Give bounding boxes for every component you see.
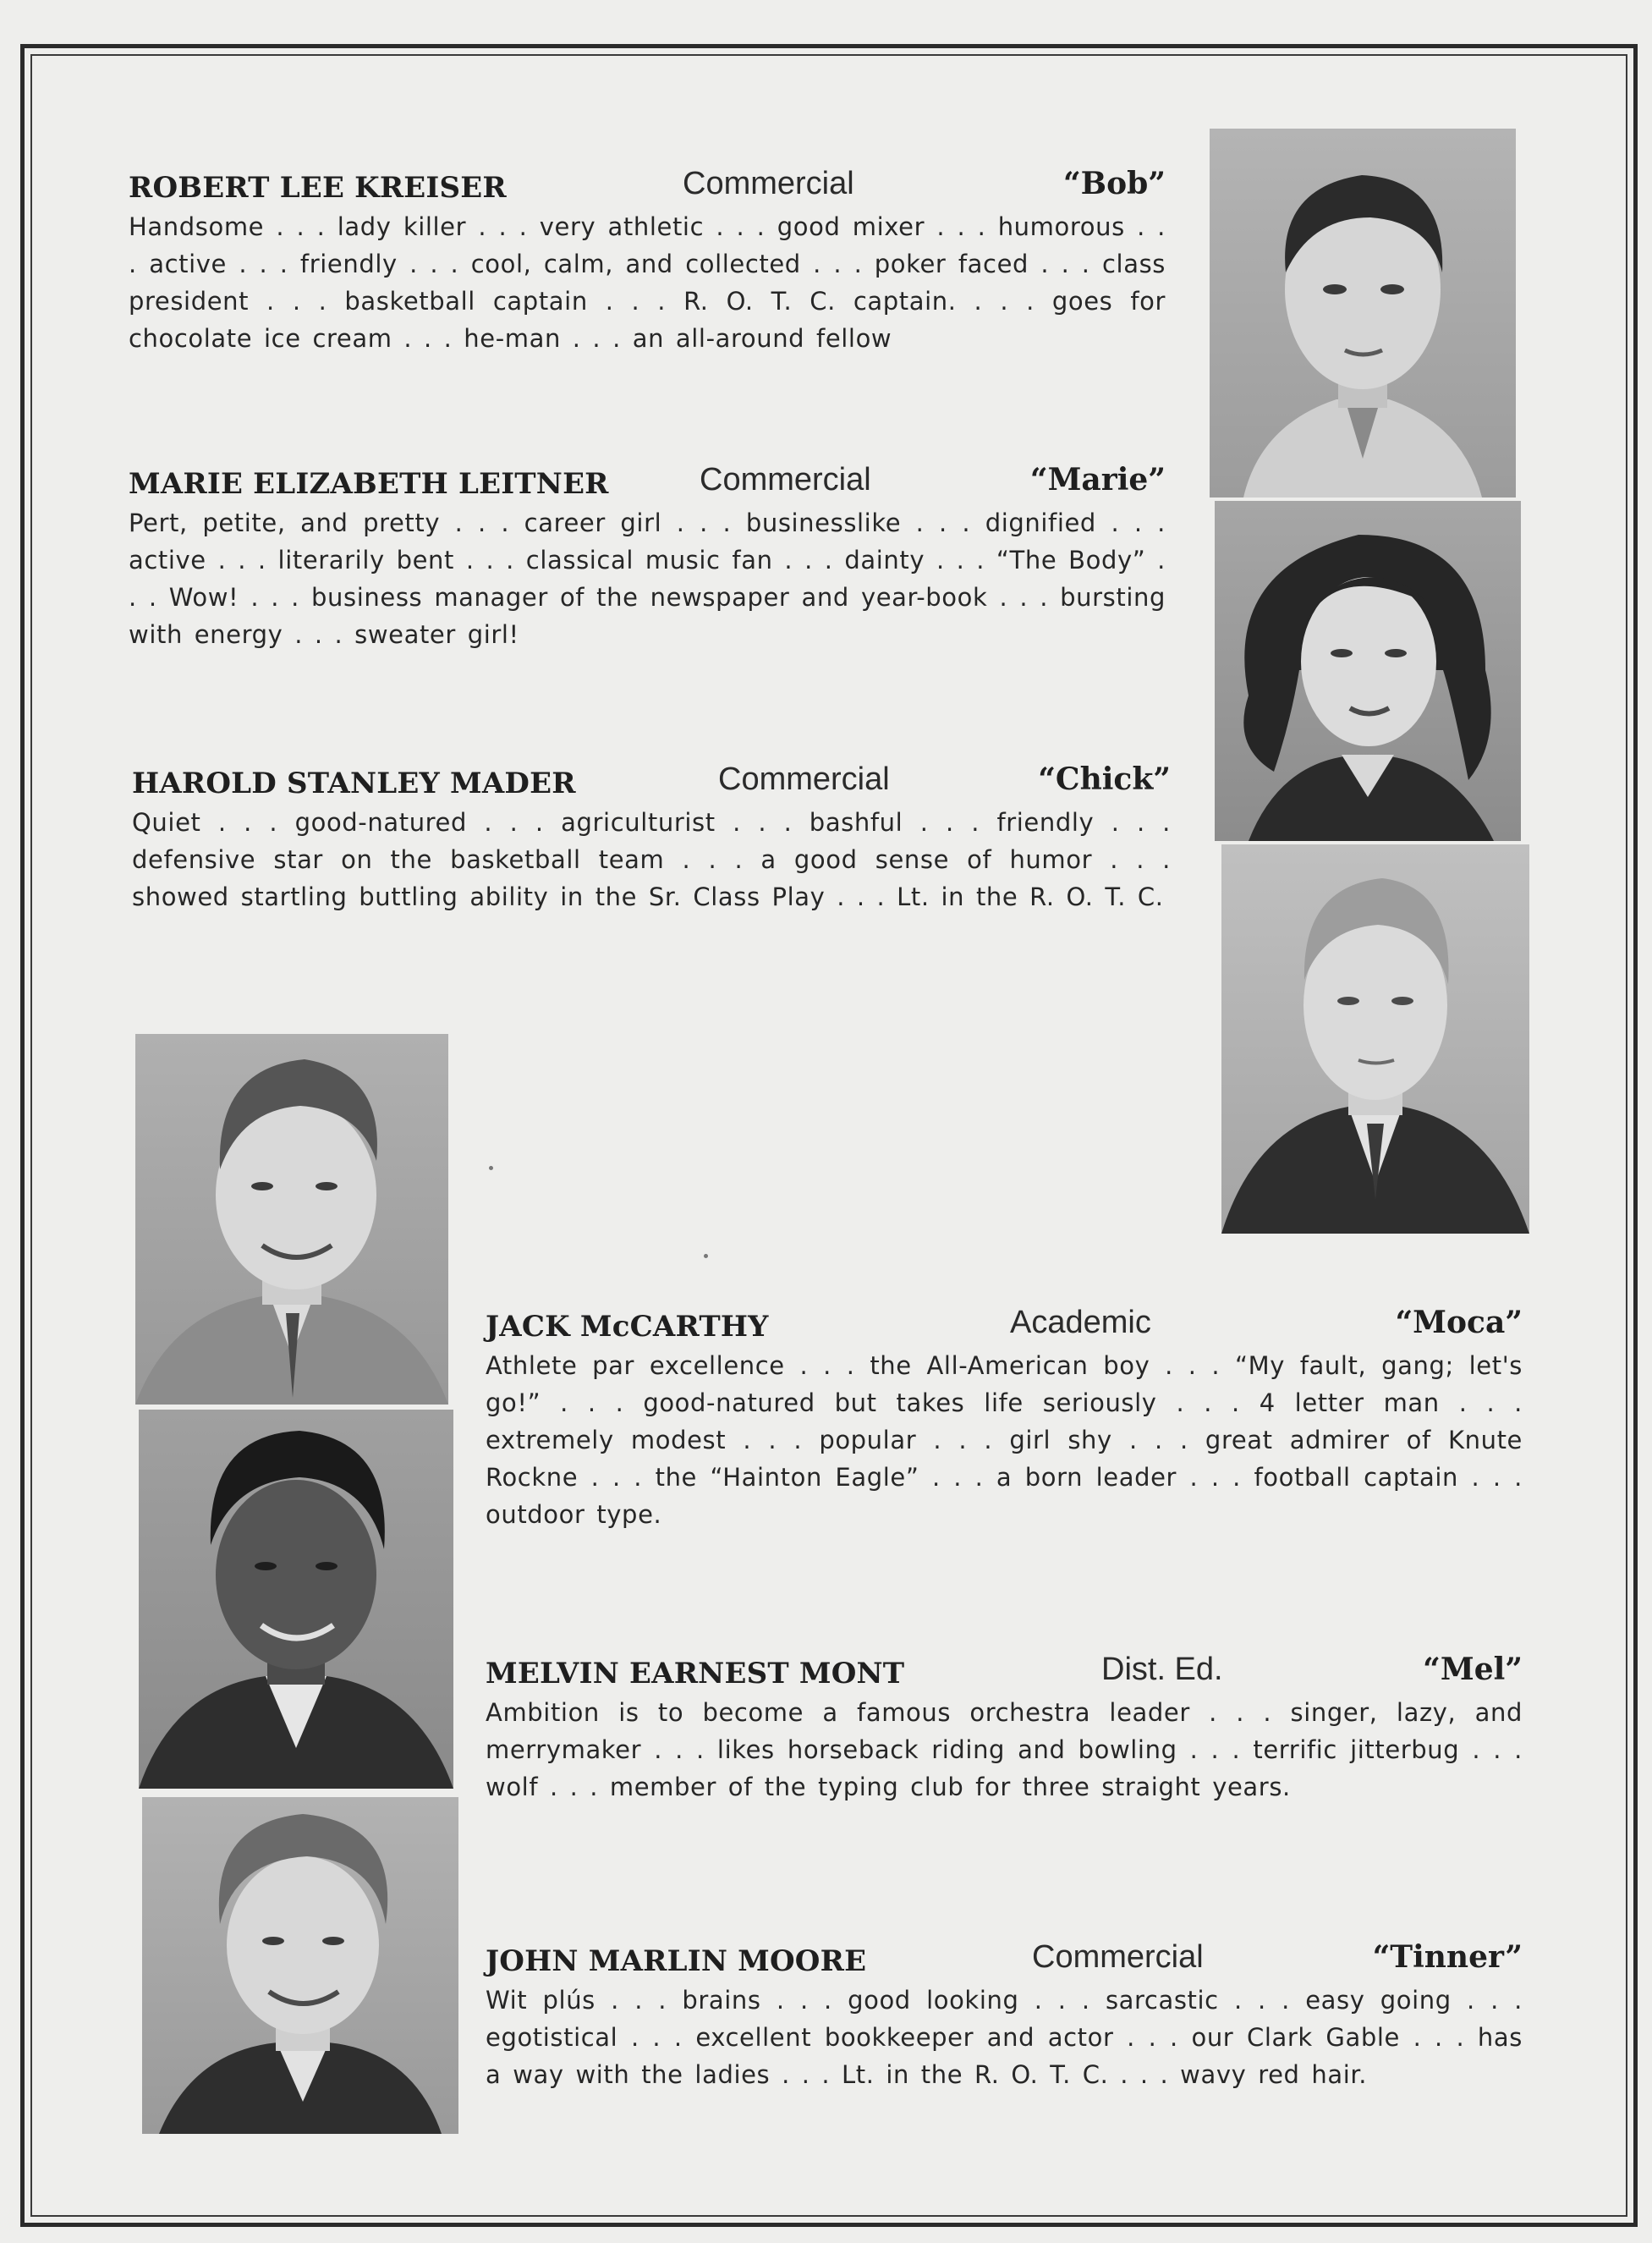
student-description: Ambition is to become a famous orchestra leader . . . singer, lazy, and merrymaker . . . likes horseback riding and bowling . . . terrific jitterbug . . . wolf . . . member of the typing club for three straight years. (486, 1698, 1523, 1801)
student-entry-leitner (129, 462, 1166, 653)
student-name: HAROLD STANLEY MADER (132, 767, 576, 800)
student-nickname: “Moca” (1395, 1305, 1523, 1340)
student-description: Wit plús . . . brains . . . good looking . . . sarcastic . . . easy going . . . egotistical . . . excellent bookkeeper and actor . . . our Clark Gable . . . has a way with the ladies . . . Lt. in the R. O. T. C. . . . wavy red hair. (486, 1986, 1523, 2089)
student-nickname: “Mel” (1423, 1652, 1523, 1687)
portrait-photo-icon (139, 1410, 453, 1789)
student-description: Handsome . . . lady killer . . . very athletic . . . good mixer . . . humorous . . . active . . . friendly . . . cool, calm, and collected . . . poker faced . . . class president . . . basketball captain . . . R. O. T. C. captain. . . . goes for chocolate ice cream . . . he-man . . . an all-around fellow (129, 212, 1166, 353)
student-entry-moore (486, 1939, 1523, 2093)
student-nickname: “Tinner” (1372, 1939, 1523, 1975)
print-speck (489, 1166, 493, 1170)
student-nickname: “Bob” (1062, 166, 1166, 201)
portrait-photo-mccarthy (135, 1034, 448, 1405)
student-course: Commercial (1032, 1939, 1204, 1975)
student-entry-mader (132, 761, 1171, 915)
student-entry-mccarthy (486, 1305, 1523, 1533)
student-nickname: “Chick” (1038, 761, 1171, 797)
portrait-photo-mader (1221, 844, 1529, 1234)
portrait-photo-leitner (1215, 501, 1521, 841)
entry-header (486, 1652, 1523, 1692)
print-speck (704, 1254, 708, 1258)
student-course: Commercial (718, 761, 890, 797)
portrait-photo-moore (142, 1797, 458, 2134)
student-description: Pert, petite, and pretty . . . career girl . . . businesslike . . . dignified . . . active . . . literarily bent . . . classical music fan . . . dainty . . . “The Body” . . . Wow! . . . business manager of the newspaper and year-book . . . bursting with energy . . . sweater girl! (129, 509, 1166, 649)
student-course: Academic (1010, 1305, 1151, 1340)
student-entry-mont (486, 1652, 1523, 1806)
portrait-photo-icon (142, 1797, 458, 2134)
student-name: MARIE ELIZABETH LEITNER (129, 467, 609, 501)
student-name: JACK McCARTHY (486, 1310, 769, 1344)
entry-header (129, 166, 1166, 206)
student-name: ROBERT LEE KREISER (129, 171, 507, 205)
student-entry-kreiser (129, 166, 1166, 357)
entry-header (486, 1305, 1523, 1345)
student-course: Dist. Ed. (1101, 1652, 1223, 1687)
student-description: Athlete par excellence . . . the All-American boy . . . “My fault, gang; let's go!” . . . good-natured but takes life seriously . . . 4 letter man . . . extremely modest . . . popular . . . girl shy . . . great admirer of Knute Rockne . . . the “Hainton Eagle” . . . a born leader . . . football captain . . . outdoor type. (486, 1351, 1523, 1529)
entry-header (486, 1939, 1523, 1980)
portrait-photo-icon (1221, 844, 1529, 1234)
student-course: Commercial (700, 462, 871, 498)
portrait-photo-icon (135, 1034, 448, 1405)
student-description: Quiet . . . good-natured . . . agriculturist . . . bashful . . . friendly . . . defensive star on the basketball team . . . a good sense of humor . . . showed startling buttling ability in the Sr. Class Play . . . Lt. in the R. O. T. C. (132, 808, 1171, 911)
portrait-photo-kreiser (1210, 129, 1516, 498)
student-nickname: “Marie” (1029, 462, 1166, 498)
student-name: JOHN MARLIN MOORE (486, 1944, 867, 1978)
entry-header (129, 462, 1166, 503)
portrait-photo-mont (139, 1410, 453, 1789)
entry-header (132, 761, 1171, 802)
portrait-photo-icon (1210, 129, 1516, 498)
student-name: MELVIN EARNEST MONT (486, 1657, 905, 1690)
portrait-photo-icon (1215, 501, 1521, 841)
student-course: Commercial (683, 166, 854, 201)
